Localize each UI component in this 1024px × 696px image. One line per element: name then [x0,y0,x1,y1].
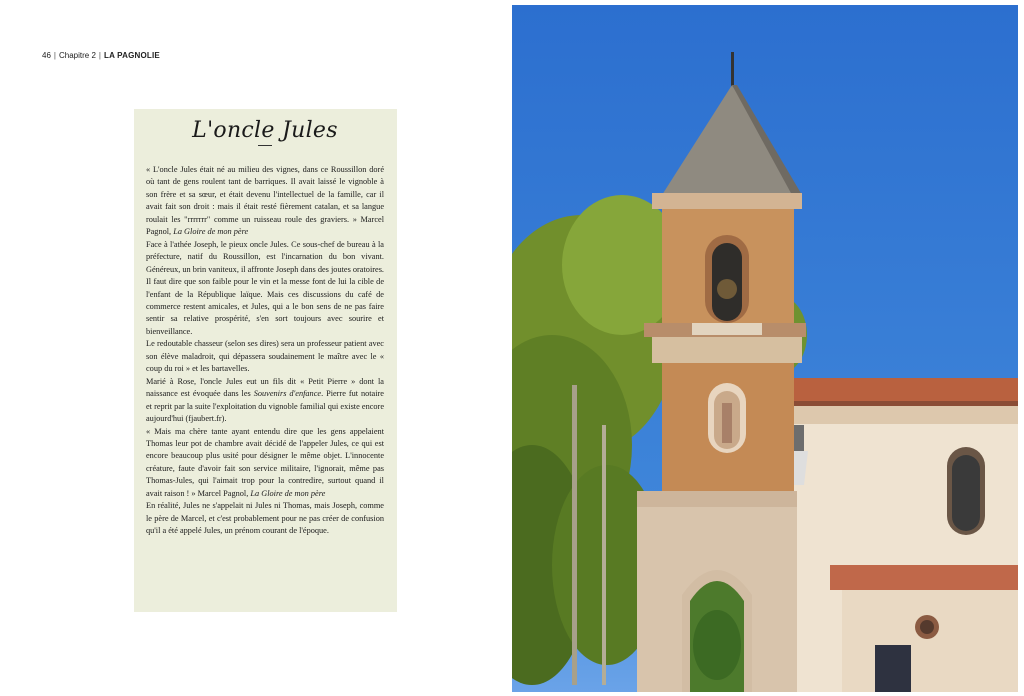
running-head-separator: | [53,51,56,60]
section-label: LA PAGNOLIE [103,51,160,60]
paragraph-text: En réalité, Jules ne s'appelait ni Jules ni Thomas, mais Joseph, comme le père de Marcel, et c'est probablement pour ne pas créer de confusion qu'il a été appelé Jules, un prénom courant de l'époque. [146,501,384,536]
running-head-separator-2: | [98,51,101,60]
paragraph-6 [146,500,384,537]
citation: Souvenirs d'enfance [253,389,322,399]
title-underline [258,145,272,146]
paragraph-text: Le redoutable chasseur (selon ses dires) sera un professeur patient avec son élève maladroit, qui dépassera soudainement le maître avec le « coup du roi » et les bartavelles. [146,339,384,374]
citation: La Gloire de mon père [250,488,326,498]
paragraph-5 [146,426,384,501]
box-body [146,164,384,538]
paragraph-text-after: . Pierre fut notaire et reprit par la suite l'exploitation du vignoble familial qui existe encore aujourd'hui (fjaubert.fr). [146,389,384,424]
church-photo [512,5,1018,692]
chapel [774,378,1018,692]
page-number: 46 [42,51,51,60]
paragraph-1 [146,164,384,239]
citation: La Gloire de mon père [173,227,249,237]
sidebar-box [134,109,397,612]
chapter-label: Chapitre 2 [58,51,96,60]
running-head [42,51,160,60]
paragraph-2 [146,239,384,339]
paragraph-text: « Mais ma chère tante ayant entendu dire que les gens appelaient Thomas leur pot de chambre avait décidé de l'appeler Jules, ce qui est encore beaucoup plus usité pour désigner le même objet. L'innocente créature, faute d'avoir fait son service militaire, l'ignorait, même pas Thomas-Jules, qui l'aimait trop pour la contredire, surtout quand il avait raison ! » Marcel Pagnol, [146,426,384,498]
paragraph-text: « L'oncle Jules était né au milieu des vignes, dans ce Roussillon doré où tant de gens roulent tant de barriques. Il avait laissé le vignoble à son frère et sa sœur, et était devenu l'intellectuel de la famille, car il avait fait son droit : mais il était resté fièrement catalan, et sa langue roulait les "rrrrrrr" comme un ruisseau roule des graviers. » Marcel Pagnol, [146,165,384,237]
paragraph-3 [146,338,384,375]
paragraph-text: Face à l'athée Joseph, le pieux oncle Jules. Ce sous-chef de bureau à la préfecture, natif du Roussillon, est l'incarnation du bon vivant. Généreux, un brin vaniteux, il affronte Joseph dans des joutes oratoires. Il faut dire que son faible pour le vin et la messe font de lui la cible de l'enfant de la République laïque. Mais ces discussions du café de commerce restent amicales, et Jules, qui a le bon sens de ne pas faire sentir sa relative prospérité, s'en sort toujours avec sourire et bienveillance. [146,239,384,336]
box-title: L'oncle Jules [192,118,338,143]
paragraph-text: Marié à Rose, l'oncle Jules eut un fils dit « Petit Pierre » dont la naissance est évoquée dans les [146,376,384,399]
paragraph-4 [146,376,384,426]
